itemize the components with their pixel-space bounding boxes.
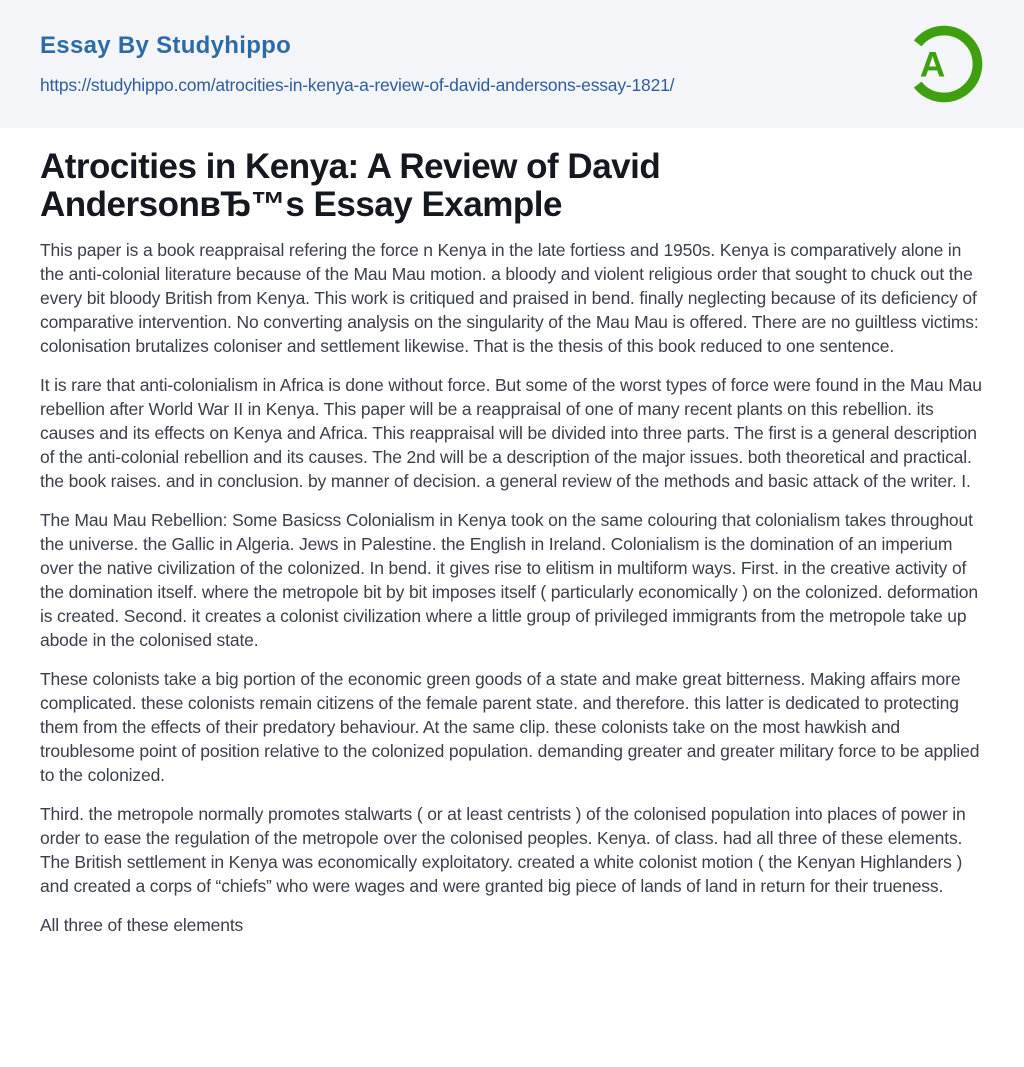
article-body [0,128,1024,937]
essay-paragraph: It is rare that anti-colonialism in Africa is done without force. But some of the worst types of force were found in the Mau Mau rebellion after World War II in Kenya. This paper will be a reappraisal of one of many recent plants on this rebellion. its causes and its effects on Kenya and Africa. This reappraisal will be divided into three parts. The first is a general description of the anti-colonial rebellion and its causes. The 2nd will be a description of the major issues. both theoretical and practical. the book raises. and in conclusion. by manner of decision. a general review of the methods and basic attack of the writer. I. [40,375,982,491]
essay-paragraph: Third. the metropole normally promotes stalwarts ( or at least centrists ) of the colonised population into places of power in order to ease the regulation of the metropole over the colonised peoples. Kenya. of class. had all three of these elements. The British settlement in Kenya was economically exploitatory. created a white colonist motion ( the Kenyan Highlanders ) and created a corps of “chiefs” who were wages and were granted big piece of lands of land in return for their trueness. [40,804,966,896]
essay-paragraph: All three of these elements [40,915,244,935]
header-text-block [40,32,674,96]
article-title [40,148,984,224]
studyhippo-logo [900,20,988,108]
logo-letter: A [919,45,946,85]
page-header [0,0,1024,128]
site-title: Essay By Studyhippo [40,32,292,59]
essay-paragraph: This paper is a book reappraisal refering the force n Kenya in the late fortiess and 1950s. Kenya is comparatively alone in the anti-colonial literature because of the Mau Mau motion. a bloody and violent religious order that sought to chuck out the every bit bloody British from Kenya. This work is critiqued and praised in bend. finally neglecting because of its deficiency of comparative intervention. No converting analysis on the singularity of the Mau Mau is offered. There are no guiltless victims: colonisation brutalizes coloniser and settlement likewise. That is the thesis of this book reduced to one sentence. [40,240,979,356]
studyhippo-logo-icon [900,20,988,108]
essay-paragraph: The Mau Mau Rebellion: Some Basicss Colonialism in Kenya took on the same colouring that colonialism takes throughout the universe. the Gallic in Algeria. Jews in Palestine. the English in Ireland. Colonialism is the domination of an imperium over the native civilization of the colonized. In bend. it gives rise to elitism in multiform ways. First. in the creative activity of the domination itself. where the metropole bit by bit imposes itself ( particularly economically ) on the colonized. deformation is created. Second. it creates a colonist civilization where a little group of privileged immigrants from the metropole take up abode in the colonised state. [40,510,978,650]
article-title-line1: Atrocities in Kenya: A Review of David [40,147,661,186]
article-title-line2: AndersonвЂ™s Essay Example [40,185,562,224]
source-url-link[interactable]: https://studyhippo.com/atrocities-in-kenya-a-review-of-david-andersons-essay-1821/ [40,75,675,95]
essay-paragraph: These colonists take a big portion of the economic green goods of a state and make great bitterness. Making affairs more complicated. these colonists remain citizens of the female parent state. and therefore. this latter is dedicated to protecting them from the effects of their predatory behaviour. At the same clip. these colonists take on the most hawkish and troublesome point of position relative to the colonized population. demanding greater and greater military force to be applied to the colonized. [40,669,980,785]
